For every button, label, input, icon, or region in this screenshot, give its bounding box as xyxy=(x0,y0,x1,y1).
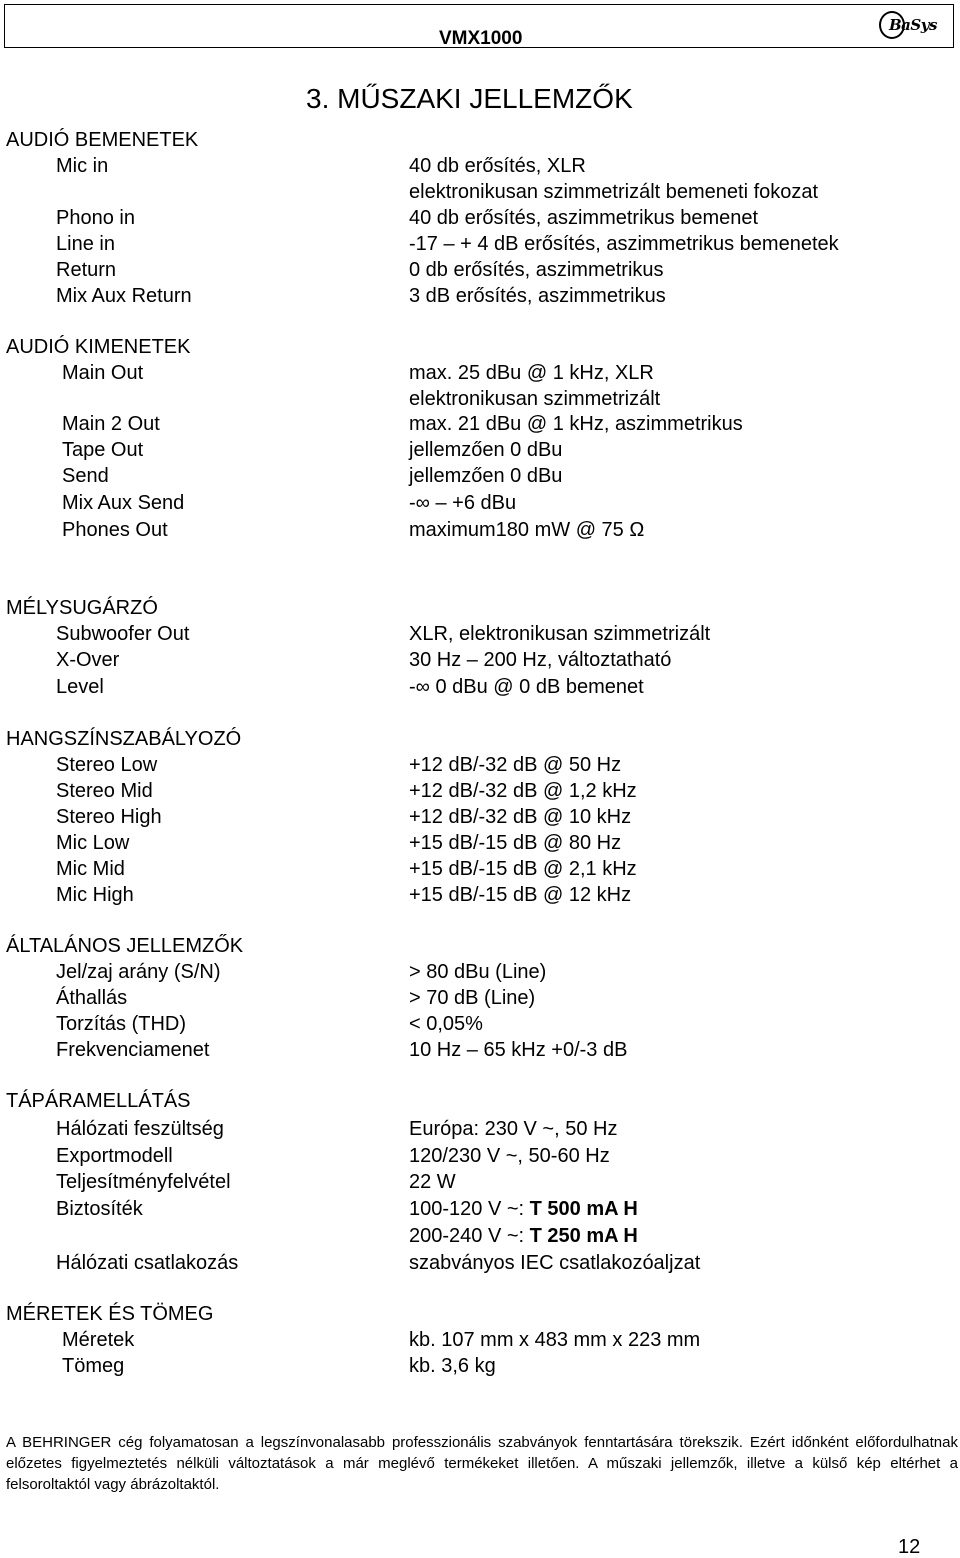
spec-row xyxy=(0,206,960,232)
spec-row xyxy=(0,464,960,490)
spec-label: X-Over xyxy=(56,649,120,671)
spec-value-text: Európa: 230 V ~, 50 Hz xyxy=(409,1118,618,1140)
spec-value xyxy=(409,206,758,230)
spec-value xyxy=(409,284,666,308)
page-header xyxy=(4,4,954,48)
spec-label: Mic High xyxy=(56,884,134,906)
spec-value xyxy=(409,1224,638,1248)
spec-row xyxy=(0,438,960,464)
spec-value-text: > 70 dB (Line) xyxy=(409,987,536,1009)
spec-row xyxy=(0,387,960,413)
section-heading: MÉRETEK ÉS TÖMEG xyxy=(6,1303,214,1325)
spec-label: Line in xyxy=(56,233,115,255)
spec-value-text: -∞ – +6 dBu xyxy=(409,492,517,514)
spec-value xyxy=(409,1354,496,1378)
spec-value-text: 22 W xyxy=(409,1171,456,1193)
spec-value-text: jellemzően 0 dBu xyxy=(409,439,563,461)
spec-label: Méretek xyxy=(62,1329,135,1351)
spec-row xyxy=(0,883,960,909)
spec-value-text: 120/230 V ~, 50-60 Hz xyxy=(409,1145,610,1167)
spec-row xyxy=(0,831,960,857)
spec-value-text: kb. 107 mm x 483 mm x 223 mm xyxy=(409,1329,701,1351)
section-heading: MÉLYSUGÁRZÓ xyxy=(6,597,158,619)
spec-section-heading-row xyxy=(0,727,960,753)
section-heading: TÁPÁRAMELLÁTÁS xyxy=(6,1090,191,1112)
spec-row xyxy=(0,1144,960,1170)
spec-label: Main 2 Out xyxy=(62,413,160,435)
spec-label: Mic in xyxy=(56,155,109,177)
spec-value xyxy=(409,464,562,488)
spec-section-heading-row xyxy=(0,335,960,361)
spec-value xyxy=(409,960,546,984)
spec-row xyxy=(0,258,960,284)
spec-section-heading-row xyxy=(0,1302,960,1328)
spec-value-text: +12 dB/-32 dB @ 1,2 kHz xyxy=(409,780,637,802)
spec-label: Teljesítményfelvétel xyxy=(56,1171,231,1193)
spec-row xyxy=(0,232,960,258)
spec-value xyxy=(409,1012,483,1036)
spec-value-text: elektronikusan szimmetrizált bemeneti fokozat xyxy=(409,181,819,203)
spec-value xyxy=(409,805,631,829)
spec-value-text: 200-240 V ~: xyxy=(409,1225,530,1247)
spec-row xyxy=(0,1197,960,1223)
spec-value-text: 30 Hz – 200 Hz, változtatható xyxy=(409,649,672,671)
spec-value xyxy=(409,675,644,699)
page-number: 12 xyxy=(898,1536,921,1558)
spec-value xyxy=(409,154,586,178)
spec-value-text: XLR, elektronikusan szimmetrizált xyxy=(409,623,711,645)
spec-row xyxy=(0,779,960,805)
spec-row xyxy=(0,361,960,387)
spec-value-text: kb. 3,6 kg xyxy=(409,1355,496,1377)
spec-label: Mic Low xyxy=(56,832,130,854)
spec-value-text: 40 db erősítés, XLR xyxy=(409,155,586,177)
spec-label: Send xyxy=(62,465,109,487)
spec-value-text: +15 dB/-15 dB @ 80 Hz xyxy=(409,832,622,854)
spec-value-text: +15 dB/-15 dB @ 12 kHz xyxy=(409,884,632,906)
spec-row xyxy=(0,648,960,674)
spec-row xyxy=(0,960,960,986)
spec-value-text: 0 db erősítés, aszimmetrikus xyxy=(409,259,664,281)
spec-label: Level xyxy=(56,676,104,698)
spec-label: Frekvenciamenet xyxy=(56,1039,210,1061)
spec-row xyxy=(0,154,960,180)
spec-value-text: -∞ 0 dBu @ 0 dB bemenet xyxy=(409,676,644,698)
spec-value-text: 40 db erősítés, aszimmetrikus bemenet xyxy=(409,207,759,229)
spec-label: Exportmodell xyxy=(56,1145,173,1167)
spec-label: Phono in xyxy=(56,207,135,229)
spec-value-text: maximum180 mW @ 75 Ω xyxy=(409,519,645,541)
spec-value xyxy=(409,1038,627,1062)
spec-row xyxy=(0,1012,960,1038)
spec-value xyxy=(409,1251,700,1275)
spec-label: Stereo Low xyxy=(56,754,158,776)
spec-label: Hálózati csatlakozás xyxy=(56,1252,239,1274)
spec-row xyxy=(0,412,960,438)
spec-row xyxy=(0,1170,960,1196)
spec-label: Mix Aux Send xyxy=(62,492,185,514)
spec-value xyxy=(409,648,671,672)
spec-value xyxy=(409,258,664,282)
spec-label: Tömeg xyxy=(62,1355,125,1377)
section-heading: AUDIÓ KIMENETEK xyxy=(6,336,191,358)
spec-row xyxy=(0,491,960,517)
spec-label: Tape Out xyxy=(62,439,144,461)
spec-value xyxy=(409,986,535,1010)
spec-label: Biztosíték xyxy=(56,1198,143,1220)
section-heading: ÁLTALÁNOS JELLEMZŐK xyxy=(6,935,244,957)
spec-value xyxy=(409,232,839,256)
model-name: VMX1000 xyxy=(439,28,523,49)
spec-value-text: max. 25 dBu @ 1 kHz, XLR xyxy=(409,362,654,384)
spec-value-text: max. 21 dBu @ 1 kHz, aszimmetrikus xyxy=(409,413,743,435)
disclaimer-text: A BEHRINGER cég folyamatosan a legszínvonalasabb professzionális szabványok fenntartására törekszik. Ezért időnként előfordulhatnak előzetes figyelmeztetés nélküli változtatások a már meglévő termékeket illetően. A műszaki jellemzők, illetve a külső kép eltérhet a felsoroltaktól vagy ábrázoltaktól. xyxy=(6,1434,958,1493)
spec-value xyxy=(409,779,637,803)
spec-value xyxy=(409,361,654,385)
spec-value xyxy=(409,180,818,204)
spec-label: Return xyxy=(56,259,117,281)
spec-label: Áthallás xyxy=(56,987,128,1009)
spec-row xyxy=(0,518,960,544)
spec-value xyxy=(409,831,621,855)
spec-value-text: > 80 dBu (Line) xyxy=(409,961,547,983)
spec-row xyxy=(0,857,960,883)
spec-label: Jel/zaj arány (S/N) xyxy=(56,961,221,983)
spec-value-text: elektronikusan szimmetrizált xyxy=(409,388,661,410)
logo-text: BaSys xyxy=(889,16,937,34)
spec-value-text: +15 dB/-15 dB @ 2,1 kHz xyxy=(409,858,637,880)
spec-value xyxy=(409,1197,638,1221)
spec-section-heading-row xyxy=(0,128,960,154)
spec-label: Mix Aux Return xyxy=(56,285,192,307)
spec-section-heading-row xyxy=(0,596,960,622)
spec-value xyxy=(409,1117,617,1141)
spec-row xyxy=(0,1117,960,1143)
spec-value xyxy=(409,438,562,462)
section-heading: AUDIÓ BEMENETEK xyxy=(6,129,199,151)
spec-value xyxy=(409,883,631,907)
spec-row xyxy=(0,1251,960,1277)
spec-section-heading-row xyxy=(0,1089,960,1115)
spec-row xyxy=(0,805,960,831)
spec-value-text: jellemzően 0 dBu xyxy=(409,465,563,487)
spec-value-text: +12 dB/-32 dB @ 50 Hz xyxy=(409,754,622,776)
spec-value xyxy=(409,857,637,881)
spec-section-heading-row xyxy=(0,934,960,960)
spec-value-text: < 0,05% xyxy=(409,1013,483,1035)
spec-value-text: szabványos IEC csatlakozóaljzat xyxy=(409,1252,701,1274)
spec-value xyxy=(409,622,710,646)
spec-row xyxy=(0,1328,960,1354)
spec-value xyxy=(409,518,644,542)
spec-value xyxy=(409,412,743,436)
spec-label: Main Out xyxy=(62,362,144,384)
spec-row xyxy=(0,1354,960,1380)
spec-row xyxy=(0,1038,960,1064)
spec-value xyxy=(409,491,516,515)
spec-row xyxy=(0,675,960,701)
spec-label: Phones Out xyxy=(62,519,168,541)
spec-value xyxy=(409,753,621,777)
spec-row xyxy=(0,1224,960,1250)
spec-row xyxy=(0,753,960,779)
spec-row xyxy=(0,284,960,310)
spec-value xyxy=(409,387,660,411)
spec-value-text: -17 – + 4 dB erősítés, aszimmetrikus bemenetek xyxy=(409,233,839,255)
spec-label: Mic Mid xyxy=(56,858,125,880)
spec-value xyxy=(409,1144,610,1168)
spec-value xyxy=(409,1170,456,1194)
basys-logo xyxy=(879,11,945,43)
section-heading: HANGSZÍNSZABÁLYOZÓ xyxy=(6,728,242,750)
spec-row xyxy=(0,622,960,648)
spec-value-text: 10 Hz – 65 kHz +0/-3 dB xyxy=(409,1039,628,1061)
spec-value-bold: T 500 mA H xyxy=(529,1198,638,1220)
page-title: 3. MŰSZAKI JELLEMZŐK xyxy=(306,83,633,114)
spec-value-text: +12 dB/-32 dB @ 10 kHz xyxy=(409,806,632,828)
spec-value-text: 100-120 V ~: xyxy=(409,1198,530,1220)
spec-label: Subwoofer Out xyxy=(56,623,190,645)
spec-row xyxy=(0,986,960,1012)
spec-row xyxy=(0,180,960,206)
spec-label: Stereo Mid xyxy=(56,780,153,802)
spec-label: Stereo High xyxy=(56,806,162,828)
spec-value-text: 3 dB erősítés, aszimmetrikus xyxy=(409,285,666,307)
spec-value xyxy=(409,1328,700,1352)
spec-label: Hálózati feszültség xyxy=(56,1118,224,1140)
spec-value-bold: T 250 mA H xyxy=(529,1225,638,1247)
spec-label: Torzítás (THD) xyxy=(56,1013,186,1035)
